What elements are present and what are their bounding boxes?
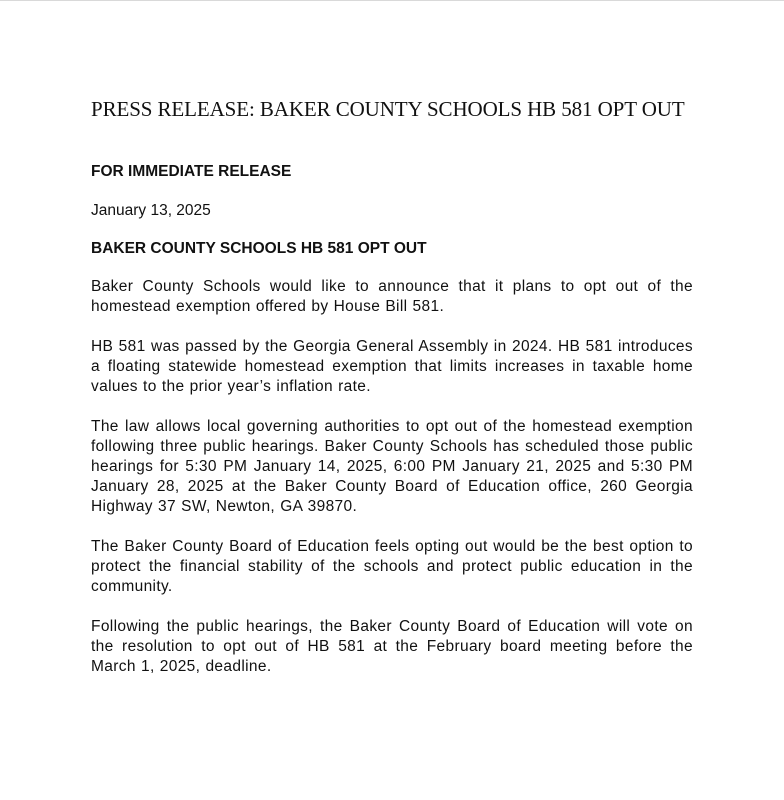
paragraph-hb581-background: HB 581 was passed by the Georgia General Assembly in 2024. HB 581 introduces a floating statewide homestead exemption that limits increases in taxable home values to the prior year’s inflation rate. (91, 338, 693, 395)
document-body (91, 96, 693, 697)
headline: BAKER COUNTY SCHOOLS HB 581 OPT OUT (91, 240, 427, 257)
page-title: PRESS RELEASE: BAKER COUNTY SCHOOLS HB 581 OPT OUT (91, 97, 685, 121)
release-date: January 13, 2025 (91, 202, 211, 219)
paragraph-public-hearings: The law allows local governing authorities to opt out of the homestead exemption following three public hearings. Baker County Schools has scheduled those public hearings for 5:30 PM January 14, 2025, 6:00 PM January 21, 2025 and 5:30 PM January 28, 2025 at the Baker County Board of Education office, 260 Georgia Highway 37 SW, Newton, GA 39870. (91, 418, 693, 515)
paragraph-announcement: Baker County Schools would like to announce that it plans to opt out of the homestead exemption offered by House Bill 581. (91, 278, 693, 315)
paragraph-board-opinion: The Baker County Board of Education feels opting out would be the best option to protect the financial stability of the schools and protect public education in the community. (91, 538, 693, 595)
release-tag: FOR IMMEDIATE RELEASE (91, 163, 292, 180)
paragraph-vote-schedule: Following the public hearings, the Baker County Board of Education will vote on the resolution to opt out of HB 581 at the February board meeting before the March 1, 2025, deadline. (91, 618, 693, 675)
